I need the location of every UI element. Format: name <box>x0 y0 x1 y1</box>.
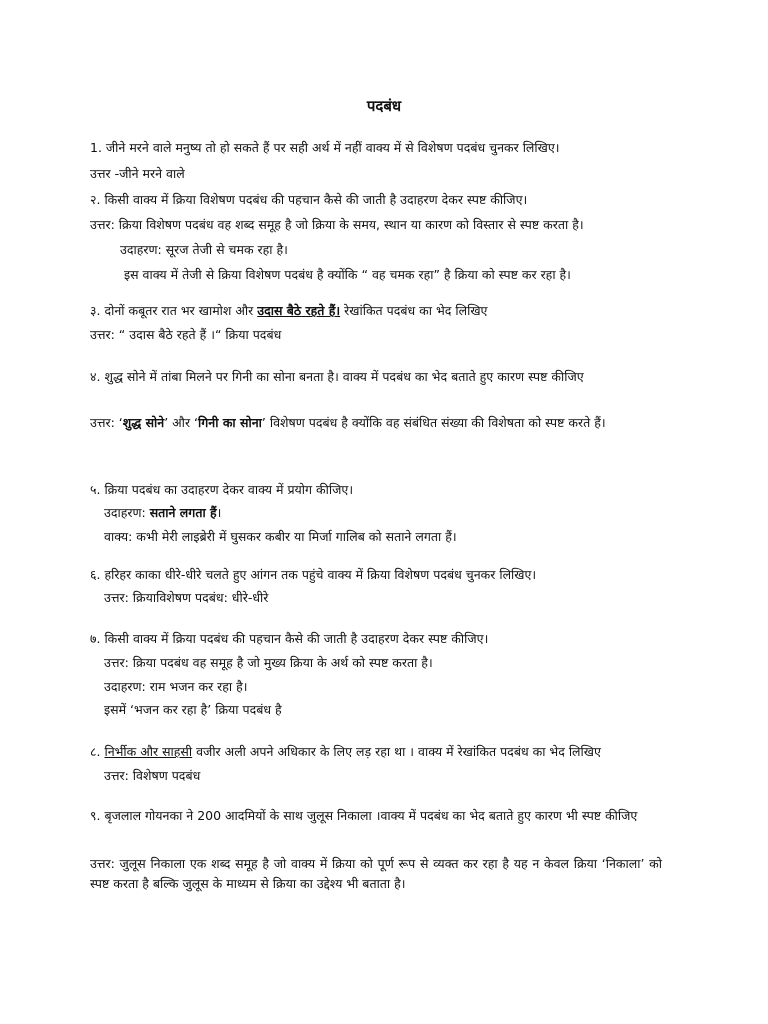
q5-example-label: उदाहरण: <box>104 505 150 520</box>
q5-example <box>104 503 221 523</box>
q2-question: २. किसी वाक्य में क्रिया विशेषण पदबंध की पहचान कैसे की जाती है उदाहरण देकर स्पष्ट कीजिए। <box>90 192 528 207</box>
q7-example: उदाहरण: राम भजन कर रहा है। <box>104 679 248 694</box>
q8-answer: उत्तर: विशेषण पदबंध <box>104 768 201 783</box>
q4-bold-phrase-1: शुद्ध सोने <box>122 415 165 430</box>
page-title: पदबंध <box>366 97 402 115</box>
q3-question <box>90 301 487 321</box>
q1-question: 1. जीने मरने वाले मनुष्य तो हो सकते हैं पर सही अर्थ में नहीं वाक्य में से विशेषण पदबंध चुनकर लिखिए। <box>90 140 560 155</box>
q7-explanation: इसमें ‘भजन कर रहा है’ क्रिया पदबंध है <box>104 702 282 717</box>
q9-answer: उत्तर: जुलूस निकाला एक शब्द समूह है जो वाक्य में क्रिया को पूर्ण रूप से व्यक्त कर रहा है यह न केवल क्रिया ‘निकाला’ को स्पष्ट करता है बल्कि जुलूस के माध्यम से क्रिया का उद्देश्य भी बताता है। <box>90 856 662 891</box>
q5-example-bold: सताने लगता हैं <box>149 505 217 520</box>
q4-bold-phrase-2: गिनी का सोना <box>198 415 262 430</box>
q6-question: ६. हरिहर काका धीरे-धीरे चलते हुए आंगन तक पहुंचे वाक्य में क्रिया विशेषण पदबंध चुनकर लिखिए। <box>90 567 537 582</box>
q3-prefix: ३. दोनों कबूतर रात भर खामोश और <box>90 303 258 318</box>
q4-answer-prefix: उत्तर: ‘ <box>90 415 123 430</box>
q8-suffix: वजीर अली अपने अधिकार के लिए लड़ रहा था । वाक्य में रेखांकित पदबंध का भेद लिखिए <box>192 744 601 759</box>
q4-question: ४. शुद्ध सोने में तांबा मिलने पर गिनी का सोना बनता है। वाक्य में पदबंध का भेद बताते हुए कारण स्पष्ट कीजिए <box>90 369 584 384</box>
q5-sentence: वाक्य: कभी मेरी लाइब्रेरी में घुसकर कबीर या मिर्जा गालिब को सताने लगता हैं। <box>104 529 457 544</box>
q8-underlined-phrase: निर्भीक और साहसी <box>104 744 193 759</box>
q8-number: ८. <box>90 744 105 759</box>
q5-example-end: । <box>216 505 222 520</box>
q4-answer-mid: ’ और ‘ <box>164 415 199 430</box>
q2-explanation: इस वाक्य में तेजी से क्रिया विशेषण पदबंध है क्योंकि “ वह चमक रहा” है क्रिया को स्पष्ट कर रहा है। <box>124 267 571 282</box>
q5-question: ५. क्रिया पदबंध का उदाहरण देकर वाक्य में प्रयोग कीजिए। <box>90 482 354 497</box>
q6-answer: उत्तर: क्रियाविशेषण पदबंध: धीरे-धीरे <box>104 590 269 605</box>
q7-answer: उत्तर: क्रिया पदबंध वह समूह है जो मुख्य क्रिया के अर्थ को स्पष्ट करता है। <box>104 655 433 670</box>
q1-answer: उत्तर -जीने मरने वाले <box>90 166 185 181</box>
q8-question <box>90 742 601 762</box>
q2-answer: उत्तर: क्रिया विशेषण पदबंध वह शब्द समूह है जो क्रिया के समय, स्थान या कारण को विस्तार से स्पष्ट करता है। <box>90 217 584 232</box>
q9-question: ९. बृजलाल गोयनका ने 200 आदमियों के साथ जुलूस निकाला ।वाक्य में पदबंध का भेद बताते हुए कारण भी स्पष्ट कीजिए <box>90 808 638 823</box>
q3-underlined-phrase: उदास बैठे रहते हैं। <box>257 303 341 318</box>
q4-answer <box>90 413 662 433</box>
q2-example: उदाहरण: सूरज तेजी से चमक रहा है। <box>120 242 288 257</box>
q3-suffix: रेखांकित पदबंध का भेद लिखिए <box>340 303 488 318</box>
q3-answer: उत्तर: “ उदास बैठे रहते हैं ।“ क्रिया पदबंध <box>90 327 282 342</box>
q4-answer-suffix: ’ विशेषण पदबंध है क्योंकि वह संबंधित संख्या की विशेषता को स्पष्ट करते हैं। <box>261 415 606 430</box>
q7-question: ७. किसी वाक्य में क्रिया पदबंध की पहचान कैसे की जाती है उदाहरण देकर स्पष्ट कीजिए। <box>90 631 489 646</box>
